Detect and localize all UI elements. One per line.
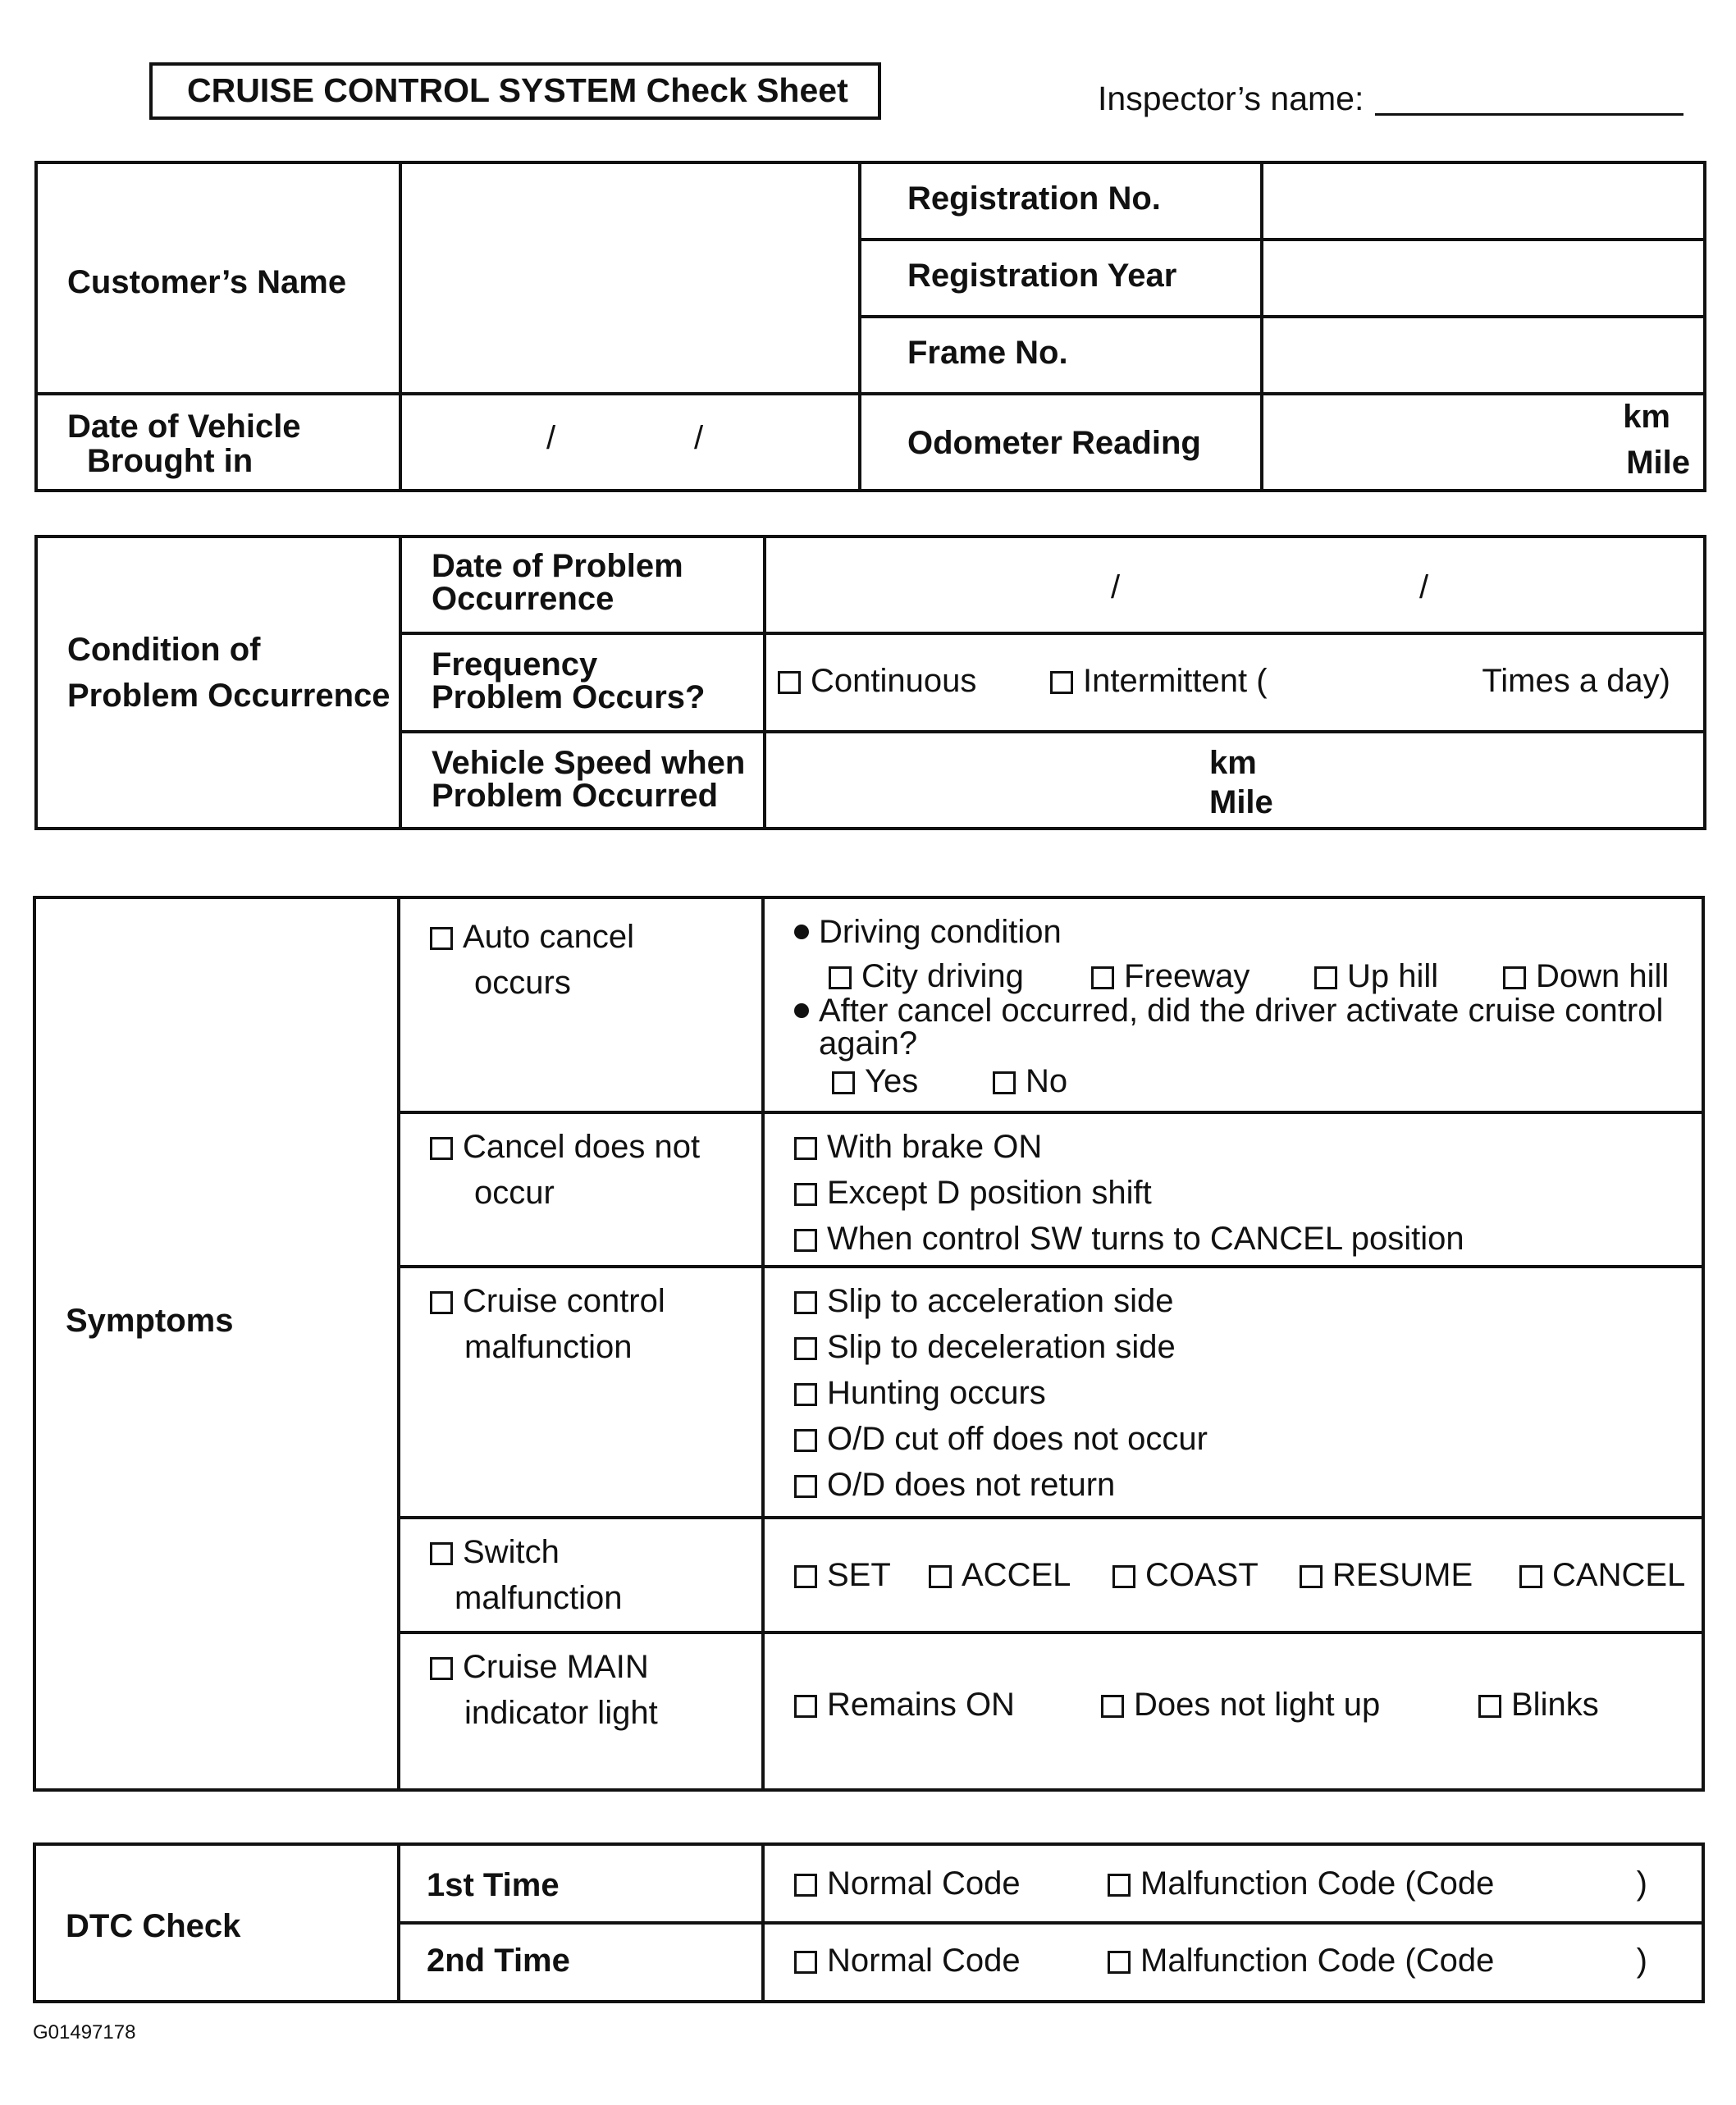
problem-date-field[interactable] xyxy=(765,537,1705,633)
first-malfunction-code-option[interactable]: Malfunction Code (Code xyxy=(1108,1864,1494,1903)
frame-no-field[interactable] xyxy=(1262,317,1705,394)
registration-year-label-cell xyxy=(860,240,1262,317)
main-light-checkbox[interactable] xyxy=(430,1657,453,1680)
odometer-unit-mile: Mile xyxy=(1626,445,1690,481)
condition-table xyxy=(34,535,1706,830)
freeway-checkbox[interactable] xyxy=(1091,966,1114,989)
speed-field[interactable] xyxy=(765,732,1705,829)
frequency-label-line1: Frequency xyxy=(432,646,598,683)
main-light-label: Cruise MAIN xyxy=(463,1649,649,1685)
freeway-option[interactable]: Freeway xyxy=(1091,957,1249,996)
inspector-name-field[interactable] xyxy=(1375,113,1683,116)
continuous-label: Continuous xyxy=(811,663,977,699)
odometer-field[interactable] xyxy=(1262,394,1705,491)
customer-name-field[interactable] xyxy=(400,162,860,394)
figure-id: G01497178 xyxy=(33,2021,136,2043)
auto-cancel-details-cell xyxy=(763,897,1703,1112)
customer-name-label: Customer’s Name xyxy=(67,264,347,300)
auto-cancel-label-cell xyxy=(399,897,763,1112)
frequency-label-line2: Problem Occurs? xyxy=(432,679,706,715)
main-light-label-line2: indicator light xyxy=(464,1695,658,1731)
frame-no-label: Frame No. xyxy=(907,335,1068,371)
with-brake-option[interactable]: With brake ON xyxy=(794,1127,1042,1167)
uphill-option[interactable]: Up hill xyxy=(1314,957,1438,996)
cancel-not-label-line2: occur xyxy=(474,1175,555,1211)
intermittent-checkbox[interactable] xyxy=(1050,671,1073,694)
cancel-checkbox[interactable] xyxy=(1519,1565,1542,1588)
speed-label-cell xyxy=(400,732,765,829)
speed-unit-mile: Mile xyxy=(1209,784,1273,820)
intermittent-option[interactable] xyxy=(1050,661,1268,701)
auto-cancel-label-line2: occurs xyxy=(474,965,571,1001)
first-malfunction-code-checkbox[interactable] xyxy=(1108,1874,1131,1897)
city-driving-checkbox[interactable] xyxy=(829,966,852,989)
reactivate-question-line1: After cancel occurred, did the driver activate cruise control xyxy=(794,994,1663,1027)
cancel-not-checkbox[interactable] xyxy=(430,1137,453,1160)
speed-unit-km: km xyxy=(1209,745,1257,781)
registration-year-field[interactable] xyxy=(1262,240,1705,317)
inspector-label: Inspector’s name: xyxy=(1098,80,1364,117)
close-paren: ) xyxy=(1636,1943,1647,1979)
auto-cancel-label: Auto cancel xyxy=(463,919,635,955)
city-driving-option[interactable]: City driving xyxy=(829,957,1024,996)
set-option[interactable]: SET xyxy=(794,1555,891,1595)
bullet-icon xyxy=(794,1003,809,1018)
date-separator: / xyxy=(694,420,704,456)
continuous-checkbox[interactable] xyxy=(778,671,801,694)
cruise-malfunction-label-cell xyxy=(399,1267,763,1518)
with-brake-checkbox[interactable] xyxy=(794,1137,817,1160)
switch-malfunction-label-cell xyxy=(399,1518,763,1632)
problem-date-label-line1: Date of Problem xyxy=(432,548,683,584)
cancel-not-label-cell xyxy=(399,1112,763,1267)
hunting-checkbox[interactable] xyxy=(794,1383,817,1406)
condition-section-label-cell xyxy=(36,537,400,829)
registration-no-field[interactable] xyxy=(1262,162,1705,240)
coast-option[interactable]: COAST xyxy=(1112,1555,1259,1595)
vehicle-info-table xyxy=(34,161,1706,492)
switch-details-cell xyxy=(763,1518,1703,1632)
accel-checkbox[interactable] xyxy=(929,1565,952,1588)
except-d-option[interactable]: Except D position shift xyxy=(794,1173,1152,1212)
second-malfunction-code-option[interactable]: Malfunction Code (Code xyxy=(1108,1941,1494,1980)
second-time-options-cell xyxy=(763,1923,1703,2002)
slip-accel-checkbox[interactable] xyxy=(794,1291,817,1314)
cruise-malfunction-details-cell xyxy=(763,1267,1703,1518)
date-brought-field[interactable] xyxy=(400,394,860,491)
times-a-day-label: Times a day) xyxy=(1482,663,1670,699)
date-separator: / xyxy=(546,420,556,456)
yes-checkbox[interactable] xyxy=(832,1071,855,1094)
hunting-option[interactable]: Hunting occurs xyxy=(794,1373,1046,1413)
downhill-checkbox[interactable] xyxy=(1503,966,1526,989)
main-light-label-cell xyxy=(399,1632,763,1790)
main-light-option[interactable] xyxy=(430,1647,649,1687)
dtc-table xyxy=(33,1842,1705,2003)
first-normal-code-checkbox[interactable] xyxy=(794,1874,817,1897)
od-cutoff-checkbox[interactable] xyxy=(794,1429,817,1452)
cruise-malfunction-label: Cruise control xyxy=(463,1283,665,1319)
cruise-malfunction-option[interactable] xyxy=(430,1281,665,1321)
bullet-icon xyxy=(794,925,809,939)
first-normal-code-option[interactable]: Normal Code xyxy=(794,1864,1021,1903)
page-title: CRUISE CONTROL SYSTEM Check Sheet xyxy=(187,71,848,109)
second-time-label: 2nd Time xyxy=(427,1943,570,1979)
slip-decel-checkbox[interactable] xyxy=(794,1337,817,1360)
frame-no-label-cell xyxy=(860,317,1262,394)
uphill-checkbox[interactable] xyxy=(1314,966,1337,989)
remains-on-checkbox[interactable] xyxy=(794,1695,817,1718)
date-brought-label-line1: Date of Vehicle xyxy=(67,409,301,445)
first-time-label: 1st Time xyxy=(427,1867,560,1903)
cancel-not-option[interactable] xyxy=(430,1127,700,1167)
problem-date-label-cell xyxy=(400,537,765,633)
problem-date-label-line2: Occurrence xyxy=(432,581,614,617)
downhill-option[interactable]: Down hill xyxy=(1503,957,1669,996)
auto-cancel-checkbox[interactable] xyxy=(430,927,453,950)
close-paren: ) xyxy=(1636,1865,1647,1902)
switch-malfunction-option[interactable] xyxy=(430,1532,560,1572)
dtc-section-label-cell xyxy=(34,1844,399,2002)
registration-no-label: Registration No. xyxy=(907,180,1161,217)
switch-malfunction-label: Switch xyxy=(463,1534,560,1570)
date-separator: / xyxy=(1419,569,1429,605)
second-time-label-cell xyxy=(399,1923,763,2002)
cruise-malfunction-label-line2: malfunction xyxy=(464,1329,633,1365)
not-light-checkbox[interactable] xyxy=(1101,1695,1124,1718)
odometer-unit-km: km xyxy=(1623,399,1670,435)
driving-condition-heading: Driving condition xyxy=(794,912,1062,952)
except-d-checkbox[interactable] xyxy=(794,1183,817,1206)
slip-accel-option[interactable]: Slip to acceleration side xyxy=(794,1281,1173,1321)
condition-section-label-line1: Condition of xyxy=(67,632,261,668)
first-time-options-cell xyxy=(763,1844,1703,1923)
no-option[interactable]: No xyxy=(993,1062,1067,1101)
cruise-malfunction-checkbox[interactable] xyxy=(430,1291,453,1314)
control-sw-option[interactable]: When control SW turns to CANCEL position xyxy=(794,1219,1464,1258)
second-normal-code-checkbox[interactable] xyxy=(794,1951,817,1974)
yes-option[interactable]: Yes xyxy=(832,1062,918,1101)
control-sw-checkbox[interactable] xyxy=(794,1229,817,1252)
main-light-details-cell xyxy=(763,1632,1703,1790)
customer-name-label-cell xyxy=(36,162,400,394)
speed-label-line2: Problem Occurred xyxy=(432,778,719,814)
condition-section-label-line2: Problem Occurrence xyxy=(67,678,391,714)
no-checkbox[interactable] xyxy=(993,1071,1016,1094)
symptoms-table xyxy=(33,896,1705,1792)
od-return-option[interactable]: O/D does not return xyxy=(794,1465,1115,1505)
date-separator: / xyxy=(1111,569,1121,605)
date-brought-label-line2: Brought in xyxy=(87,443,254,479)
frequency-options-cell xyxy=(765,633,1705,732)
first-time-label-cell xyxy=(399,1844,763,1923)
speed-label-line1: Vehicle Speed when xyxy=(432,745,746,781)
coast-checkbox[interactable] xyxy=(1112,1565,1135,1588)
switch-malfunction-label-line2: malfunction xyxy=(455,1580,623,1616)
symptoms-section-label: Symptoms xyxy=(66,1303,234,1339)
intermittent-label: Intermittent ( xyxy=(1083,663,1268,699)
registration-no-label-cell xyxy=(860,162,1262,240)
set-checkbox[interactable] xyxy=(794,1565,817,1588)
continuous-option[interactable] xyxy=(778,661,976,701)
slip-decel-option[interactable]: Slip to deceleration side xyxy=(794,1327,1176,1367)
date-brought-label-cell xyxy=(36,394,400,491)
accel-option[interactable]: ACCEL xyxy=(929,1555,1071,1595)
frequency-label-cell xyxy=(400,633,765,732)
second-malfunction-code-checkbox[interactable] xyxy=(1108,1951,1131,1974)
remains-on-option[interactable]: Remains ON xyxy=(794,1685,1015,1724)
auto-cancel-option[interactable] xyxy=(430,917,634,957)
resume-checkbox[interactable] xyxy=(1300,1565,1323,1588)
od-cutoff-option[interactable]: O/D cut off does not occur xyxy=(794,1419,1208,1459)
second-normal-code-option[interactable]: Normal Code xyxy=(794,1941,1021,1980)
odometer-label-cell xyxy=(860,394,1262,491)
dtc-section-label: DTC Check xyxy=(66,1908,241,1944)
odometer-label: Odometer Reading xyxy=(907,425,1201,461)
cancel-not-details-cell xyxy=(763,1112,1703,1267)
blinks-option[interactable]: Blinks xyxy=(1478,1685,1599,1724)
cancel-not-label: Cancel does not xyxy=(463,1129,701,1165)
cancel-option[interactable]: CANCEL xyxy=(1519,1555,1685,1595)
od-return-checkbox[interactable] xyxy=(794,1475,817,1498)
switch-malfunction-checkbox[interactable] xyxy=(430,1542,453,1565)
reactivate-question-line2: again? xyxy=(819,1025,918,1062)
not-light-option[interactable]: Does not light up xyxy=(1101,1685,1380,1724)
resume-option[interactable]: RESUME xyxy=(1300,1555,1473,1595)
blinks-checkbox[interactable] xyxy=(1478,1695,1501,1718)
registration-year-label: Registration Year xyxy=(907,258,1177,294)
symptoms-section-label-cell xyxy=(34,897,399,1790)
